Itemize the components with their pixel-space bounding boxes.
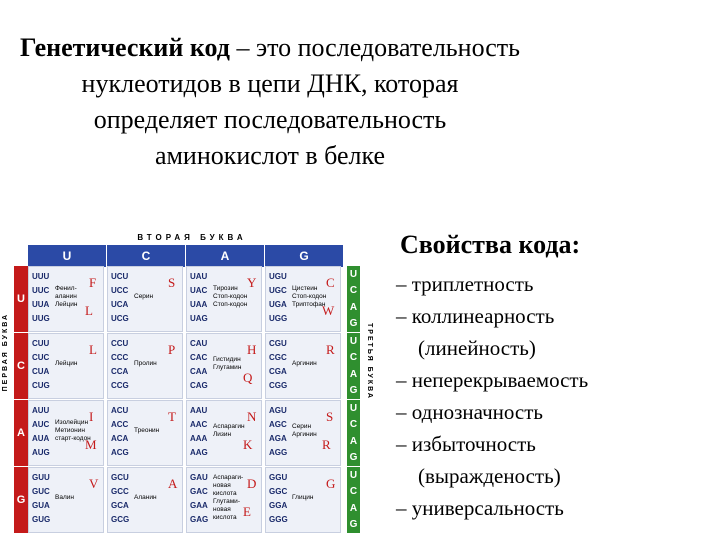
first-letter-G: G	[14, 467, 28, 533]
codon: UAG	[190, 314, 208, 323]
codon-list	[269, 471, 288, 527]
title-rest: – это последовательность нуклеотидов в цепи ДНК, которая определяет последовательность аминокислот в белке	[81, 33, 520, 170]
codon: UGC	[269, 286, 287, 295]
codon: UCG	[111, 314, 129, 323]
codon: CGG	[269, 381, 288, 390]
amino-acid-name: новая	[213, 506, 231, 513]
amino-letter: K	[243, 437, 253, 452]
codon-cell	[265, 266, 341, 332]
amino-acid-name: Аргинин	[292, 360, 317, 367]
codon: GCG	[111, 515, 130, 524]
third-letter-column	[347, 266, 360, 332]
codon: GCU	[111, 473, 129, 482]
codon: ACG	[111, 448, 129, 457]
codon: GGG	[269, 515, 288, 524]
third-letter-column	[347, 333, 360, 399]
third-letter-G: G	[349, 519, 358, 531]
codon: AGC	[269, 420, 287, 429]
codon: UAC	[190, 286, 208, 295]
amino-letter: R	[326, 342, 335, 357]
codon: CAG	[190, 381, 208, 390]
codon: GCC	[111, 487, 129, 496]
codon: AUG	[32, 448, 50, 457]
amino-acid-name: Серин	[292, 423, 312, 430]
amino-acid-name: Глутами-	[213, 498, 240, 505]
codon: UAU	[190, 272, 208, 281]
codon: GCA	[111, 501, 129, 510]
amino-letter: G	[326, 476, 336, 491]
second-letter-U: U	[28, 245, 106, 267]
codon-cell	[28, 333, 104, 399]
codon: UCC	[111, 286, 129, 295]
codon: UCU	[111, 272, 129, 281]
codon-list	[32, 471, 50, 527]
amino-letter: A	[168, 476, 178, 491]
third-letter-C: C	[349, 352, 358, 364]
codon-cell	[186, 467, 262, 533]
codon: AUC	[32, 420, 50, 429]
codon-list	[269, 337, 287, 393]
codon: CGC	[269, 353, 287, 362]
amino-acid-name: Фенил-	[55, 285, 77, 292]
codon-cell	[186, 400, 262, 466]
codon: CCA	[111, 367, 129, 376]
property-item: – коллинеарность (линейность)	[396, 304, 555, 360]
amino-acid-name: Аргинин	[292, 431, 317, 438]
codon: UUA	[32, 300, 50, 309]
third-letter-column	[347, 467, 360, 533]
codon-list	[111, 337, 129, 393]
amino-letter: L	[89, 342, 97, 357]
third-letter-U: U	[349, 268, 358, 280]
third-letter-A: A	[349, 301, 358, 313]
amino-acid-name: Лизин	[213, 431, 232, 438]
third-letter-U: U	[349, 335, 358, 347]
codon: AAG	[190, 448, 208, 457]
third-letter-U: U	[349, 469, 358, 481]
third-letter-G: G	[349, 318, 358, 330]
codon: AAC	[190, 420, 208, 429]
amino-acid-name: Глутамин	[213, 364, 242, 371]
amino-acid-name: Изолейцин	[55, 419, 89, 426]
property-item: – избыточность (выражденость)	[396, 432, 561, 488]
amino-letter: P	[168, 342, 176, 357]
third-letter-column	[347, 400, 360, 466]
codon: CAC	[190, 353, 208, 362]
codon-list	[32, 404, 50, 460]
codon-list	[111, 404, 129, 460]
amino-acid-name: аланин	[55, 293, 77, 300]
codon: GAC	[190, 487, 208, 496]
property-item: – однозначность	[396, 400, 543, 424]
amino-acid-name: Тирозин	[213, 285, 238, 292]
codon: GGA	[269, 501, 288, 510]
amino-acid-name: Лейцин	[55, 301, 78, 308]
codon-cell	[186, 333, 262, 399]
codon: AAA	[190, 434, 208, 443]
codon: UCA	[111, 300, 129, 309]
codon-list	[32, 270, 50, 326]
amino-acid-name: Глицин	[292, 494, 314, 501]
codon-list	[190, 471, 208, 527]
codon-cell	[28, 400, 104, 466]
codon: GUG	[32, 515, 51, 524]
codon-list	[190, 404, 208, 460]
amino-acid-name: Стоп-кодон	[213, 293, 248, 300]
amino-acid-name: Метионин	[55, 427, 85, 434]
codon: GUC	[32, 487, 50, 496]
amino-acid-name: старт-кодон	[55, 435, 91, 442]
third-letter-C: C	[349, 486, 358, 498]
codon: CUU	[32, 339, 50, 348]
third-letter-A: A	[349, 502, 358, 514]
codon: AUA	[32, 434, 50, 443]
codon-list	[190, 337, 208, 393]
codon-cell	[107, 467, 183, 533]
codon-list	[190, 270, 208, 326]
third-letter-C: C	[349, 285, 358, 297]
amino-letter: S	[326, 409, 334, 424]
amino-acid-name: Валин	[55, 494, 74, 501]
title	[20, 30, 520, 174]
codon: GUA	[32, 501, 50, 510]
amino-letter: Q	[243, 370, 253, 385]
third-letter-U: U	[349, 402, 358, 414]
codon: GAA	[190, 501, 208, 510]
codon: CAU	[190, 339, 208, 348]
codon: AGG	[269, 448, 288, 457]
amino-acid-name: Стоп-кодон	[213, 301, 248, 308]
property-item: – неперекрываемость	[396, 368, 589, 392]
first-letter-U: U	[14, 266, 28, 332]
codon: GUU	[32, 473, 50, 482]
codon-list	[269, 270, 287, 326]
properties-list	[396, 268, 588, 524]
codon: UUU	[32, 272, 50, 281]
codon: CGA	[269, 367, 287, 376]
codon-cell	[28, 467, 104, 533]
third-letter-A: A	[349, 368, 358, 380]
amino-letter: T	[168, 409, 176, 424]
amino-acid-name: Треонин	[134, 427, 160, 434]
amino-letter: Y	[247, 275, 257, 290]
codon: UUG	[32, 314, 50, 323]
amino-letter: M	[85, 437, 97, 452]
property-item: – универсальность	[396, 496, 564, 520]
amino-letter: H	[247, 342, 257, 357]
codon-cell	[265, 467, 341, 533]
amino-letter: S	[168, 275, 176, 290]
codon-cell	[107, 266, 183, 332]
codon: GGC	[269, 487, 288, 496]
codon: UGU	[269, 272, 287, 281]
third-letter-A: A	[349, 435, 358, 447]
codon-list	[111, 270, 129, 326]
amino-acid-name: Гистидин	[213, 356, 241, 363]
codon: ACA	[111, 434, 129, 443]
amino-letter: N	[247, 409, 257, 424]
codon-list	[111, 471, 129, 527]
amino-letter: L	[85, 303, 93, 318]
codon-cell	[186, 266, 262, 332]
third-letter-C: C	[349, 419, 358, 431]
codon: AUU	[32, 406, 50, 415]
codon: AGU	[269, 406, 287, 415]
amino-acid-name: кислота	[213, 490, 237, 497]
codon: UGG	[269, 314, 288, 323]
codon: AGA	[269, 434, 287, 443]
amino-letter: F	[89, 275, 97, 290]
amino-acid-name: Триптофан	[292, 301, 326, 308]
codon: GGU	[269, 473, 288, 482]
amino-acid-name: Стоп-кодон	[292, 293, 327, 300]
amino-letter: R	[322, 437, 331, 452]
codon-cell	[265, 333, 341, 399]
amino-acid-name: Аспарагин	[213, 423, 245, 430]
amino-acid-name: Аланин	[134, 494, 157, 501]
amino-letter: I	[89, 409, 94, 424]
properties-heading: Свойства кода:	[400, 230, 581, 259]
codon: CGU	[269, 339, 287, 348]
codon: CUC	[32, 353, 50, 362]
first-letter-label: ПЕРВАЯ БУКВА	[2, 313, 9, 392]
first-letter-A: A	[14, 400, 28, 466]
amino-letter: D	[247, 476, 257, 491]
amino-acid-name: Пролин	[134, 360, 157, 367]
amino-letter: E	[243, 504, 251, 519]
third-letter-G: G	[349, 452, 358, 464]
codon: CAA	[190, 367, 208, 376]
codon-cell	[265, 400, 341, 466]
second-letter-G: G	[265, 245, 343, 267]
codon: GAU	[190, 473, 208, 482]
second-letter-label: ВТОРАЯ БУКВА	[137, 233, 247, 242]
property-item: – триплетность	[396, 272, 534, 296]
codon: CCG	[111, 381, 129, 390]
amino-letter: C	[326, 275, 335, 290]
amino-acid-name: Аспараги-	[213, 474, 244, 481]
codon: ACC	[111, 420, 129, 429]
amino-acid-name: Лейцин	[55, 360, 78, 367]
third-letter-label: ТРЕТЬЯ БУКВА	[366, 323, 373, 400]
codon-table	[2, 233, 373, 533]
codon: CUG	[32, 381, 50, 390]
amino-acid-name: Серин	[134, 293, 154, 300]
codon: GAG	[190, 515, 209, 524]
codon-cell	[107, 400, 183, 466]
codon: UUC	[32, 286, 50, 295]
amino-letter: V	[89, 476, 99, 491]
codon: CUA	[32, 367, 50, 376]
first-letter-C: C	[14, 333, 28, 399]
codon: AAU	[190, 406, 208, 415]
third-letter-G: G	[349, 385, 358, 397]
second-letter-C: C	[107, 245, 185, 267]
codon-cell	[28, 266, 104, 332]
codon-list	[32, 337, 50, 393]
amino-acid-name: кислота	[213, 514, 237, 521]
amino-acid-name: Цистеин	[292, 285, 318, 292]
codon: CCC	[111, 353, 129, 362]
codon-list	[269, 404, 287, 460]
second-letter-A: A	[186, 245, 264, 267]
codon: CCU	[111, 339, 129, 348]
title-bold: Генетический код	[20, 33, 230, 62]
codon: UGA	[269, 300, 287, 309]
codon-cell	[107, 333, 183, 399]
amino-letter: W	[322, 303, 335, 318]
codon: ACU	[111, 406, 129, 415]
codon: UAA	[190, 300, 208, 309]
amino-acid-name: новая	[213, 482, 231, 489]
